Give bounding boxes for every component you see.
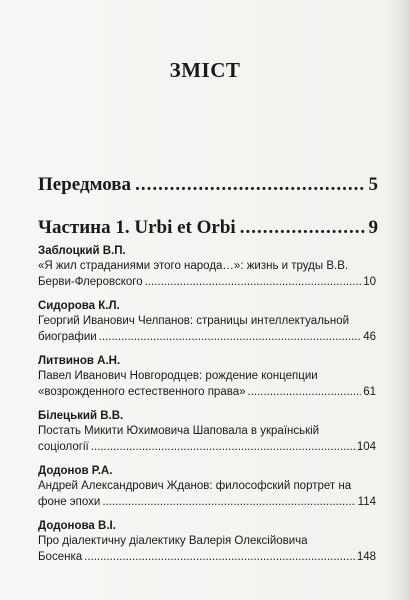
entry-title-end: Берви-Флеровского — [38, 275, 143, 288]
leader-dots — [102, 495, 355, 511]
entry-author: Литвинов А.Н. — [38, 355, 121, 367]
leader-dots — [84, 550, 355, 566]
leader-dots — [135, 174, 364, 196]
leader-dots — [240, 217, 365, 239]
toc-entries — [38, 244, 376, 574]
section-part-1 — [38, 217, 378, 239]
entry-page-number: 46 — [363, 330, 376, 343]
toc-entry — [38, 409, 376, 455]
entry-title-end: фоне эпохи — [38, 495, 101, 508]
entry-page-number: 61 — [363, 385, 376, 398]
section-preface — [38, 174, 378, 196]
entry-page-number: 10 — [363, 275, 376, 288]
entry-author: Додонов Р.А. — [38, 465, 113, 477]
entry-title-line: Постать Микити Юхимовича Шаповала в українській — [38, 425, 320, 437]
entry-title-end: соціології — [38, 440, 89, 453]
toc-entry — [38, 299, 376, 345]
toc-entry — [38, 244, 376, 290]
entry-title-last-line — [38, 275, 376, 291]
entry-title-line: Про діалектичну діалектику Валерія Олексійовича — [38, 535, 308, 547]
leader-dots — [91, 440, 355, 456]
entry-page-number: 148 — [356, 550, 376, 563]
entry-title-line: Павел Иванович Новгородцев: рождение концепции — [38, 370, 318, 382]
entry-title-line: Андрей Александрович Жданов: философский портрет на — [38, 480, 352, 492]
leader-dots — [99, 330, 362, 346]
entry-page-number: 114 — [357, 495, 376, 508]
toc-entry — [38, 519, 376, 565]
entry-author: Заблоцкий В.П. — [38, 245, 126, 257]
page-spine-shadow — [388, 0, 410, 600]
entry-title-line: «Я жил страданиями этого народа…»: жизнь и труды В.В. — [38, 260, 349, 272]
entry-title-last-line — [38, 440, 376, 456]
leader-dots — [248, 385, 362, 401]
section-label: Частина 1. Urbi et Orbi — [38, 217, 236, 238]
entry-author: Білецький В.В. — [38, 410, 124, 422]
section-page-number: 9 — [368, 217, 378, 238]
toc-entry — [38, 464, 376, 510]
leader-dots — [145, 275, 362, 291]
toc-entry — [38, 354, 376, 400]
entry-author: Сидорова К.Л. — [38, 300, 120, 312]
section-page-number: 5 — [368, 174, 378, 195]
entry-title-end: Босенка — [38, 550, 83, 563]
page-title: ЗМІСТ — [169, 58, 241, 82]
entry-author: Додонова В.І. — [38, 520, 116, 532]
entry-title-end: биографии — [38, 330, 97, 343]
entry-title-last-line — [38, 330, 376, 346]
entry-title-last-line — [38, 550, 376, 566]
entry-title-line: Георгий Иванович Челпанов: страницы интеллектуальной — [38, 315, 350, 327]
entry-title-last-line — [38, 495, 376, 511]
section-label: Передмова — [38, 174, 132, 195]
entry-title-last-line — [38, 385, 376, 401]
entry-page-number: 104 — [356, 440, 376, 453]
entry-title-end: «возрожденного естественного права» — [38, 385, 246, 398]
